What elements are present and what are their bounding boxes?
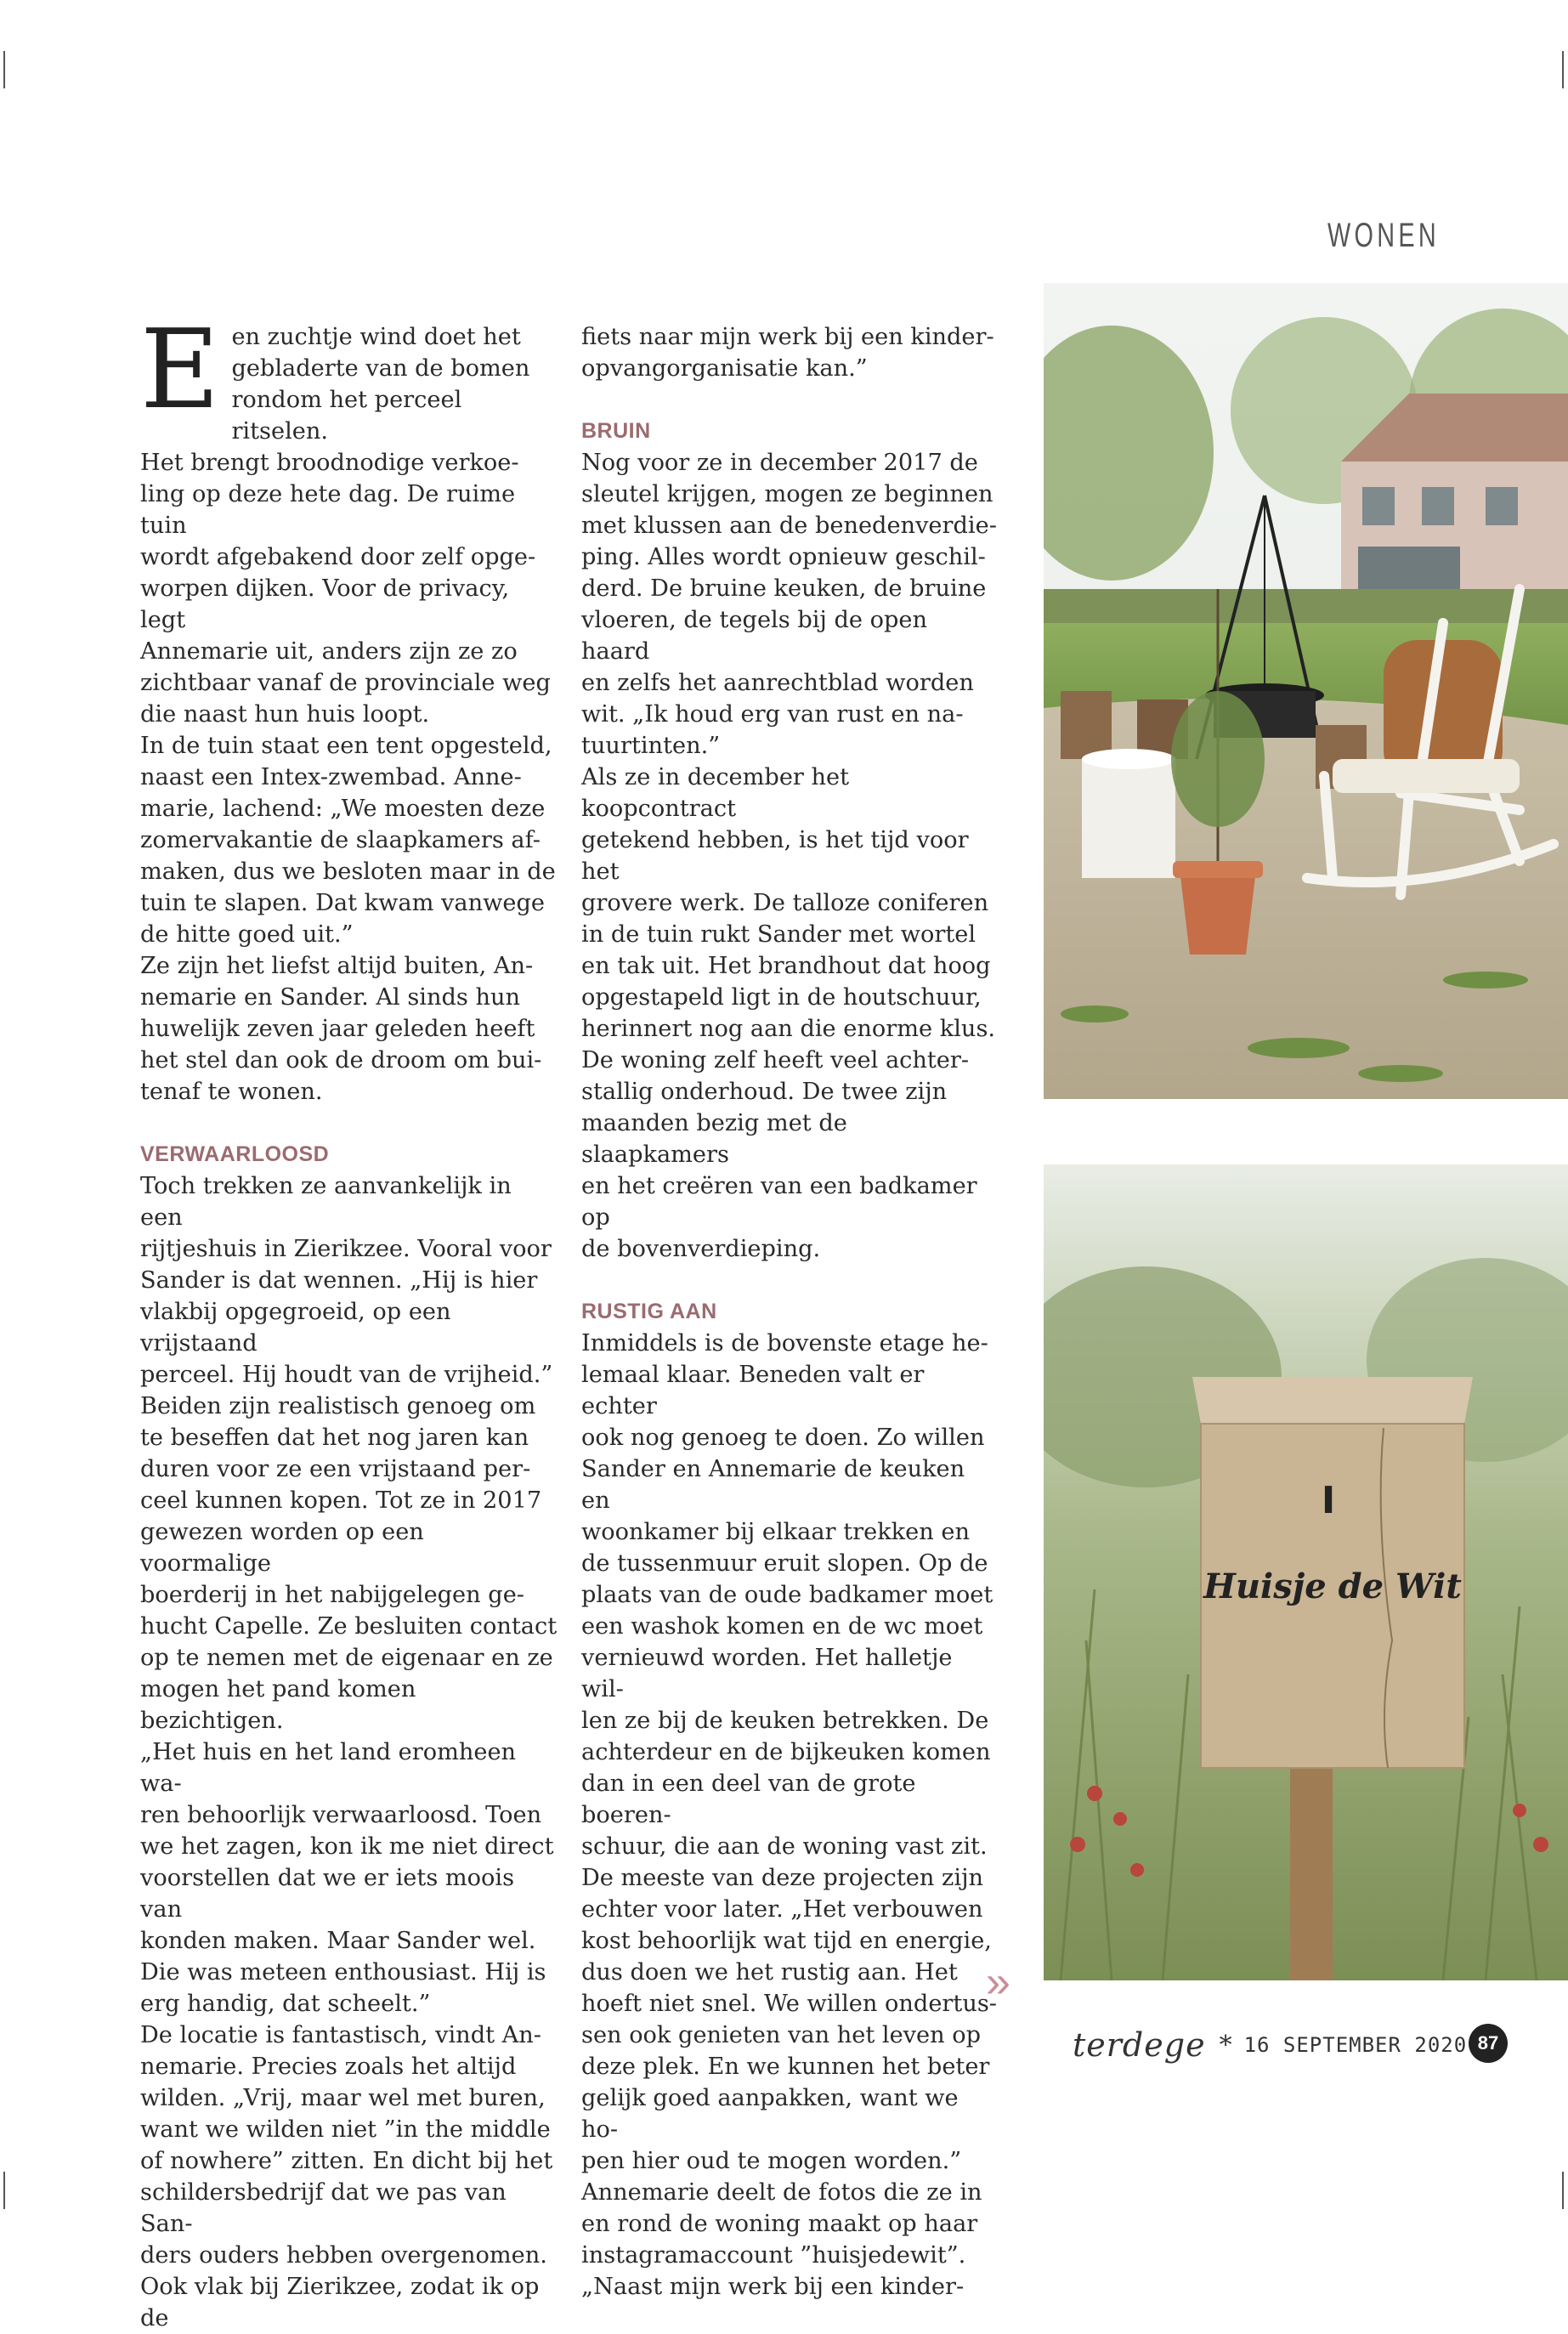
dropcap: E xyxy=(140,307,220,433)
page-number: 87 xyxy=(1469,2024,1508,2063)
article-column-2 xyxy=(581,321,999,2303)
page-footer xyxy=(1073,2021,1467,2069)
paragraph-continuation: fiets naar mijn werk bij een kinder- opvangorganisatie kan.” xyxy=(581,324,994,382)
mailbox-sign-text: Huisje de Wit xyxy=(1203,1566,1462,1606)
subheading-verwaarloosd: VERWAARLOOSD xyxy=(140,1142,330,1166)
article-column-1 xyxy=(140,307,558,2334)
paragraph-verwaarloosd: Toch trekken ze aanvankelijk in een rijtjeshuis in Zierikzee. Vooral voor Sander is dat wennen. „Hij is hier vlakbij opgegroeid, op een vrijstaand perceel. Hij houdt van de vrijheid.” Beiden zijn realistisch genoeg om te beseffen dat het nog jaren kan duren voor ze een vrijstaand per- ceel kunnen kopen. Tot ze in 2017 gewezen worden op een voormalige boerderij in het nabijgelegen ge- hucht Capelle. Ze besluiten contact op te nemen met de eigenaar en ze mogen het pand komen bezichtigen. „Het huis en het land eromheen wa- ren behoorlijk verwaarloosd. Toen we het zagen, kon ik me niet direct voorstellen dat we er iets moois van konden maken. Maar Sander wel. Die was meteen enthousiast. Hij is erg handig, dat scheelt.” De locatie is fantastisch, vindt An- nemarie. Precies zoals het altijd wilden. „Vrij, maar wel met buren, want we wilden niet ”in the middle of nowhere” zitten. En dicht bij het schildersbedrijf dat we pas van San- ders ouders hebben overgenomen. Ook vlak bij Zierikzee, zodat ik op de xyxy=(140,1173,558,2331)
crop-mark-bottom-left xyxy=(3,2172,5,2209)
paragraph-bruin: Nog voor ze in december 2017 de sleutel krijgen, mogen ze beginnen met klussen aan de benedenverdie- ping. Alles wordt opnieuw geschil- derd. De bruine keuken, de bruine vloeren, de tegels bij de open haard en zelfs het aanrechtblad worden wit. „Ik houd erg van rust en na- tuurtinten.” Als ze in december het koopcontract getekend hebben, is het tijd voor het grovere werk. De talloze coniferen in de tuin rukt Sander met wortel en tak uit. Het brandhout dat hoog opgestapeld ligt in de houtschuur, herinnert nog aan die enorme klus. De woning zelf heeft veel achter- stallig onderhoud. De twee zijn maanden bezig met de slaapkamers en het creëren van een badkamer op de bovenverdieping. xyxy=(581,450,997,1262)
crop-mark-top-right xyxy=(1562,51,1564,88)
section-label: WONEN xyxy=(1327,217,1440,254)
crop-mark-top-left xyxy=(3,51,5,88)
paragraph-intro: en zuchtje wind doet het gebladerte van de bomen rondom het perceel ritselen. Het brengt broodnodige verkoe- ling op deze hete dag. De ruime tuin wordt afgebakend door zelf opge- worpen dijken. Voor de privacy, legt Annemarie uit, anders zijn ze zo zichtbaar vanaf de provinciale weg die naast hun huis loopt. In de tuin staat een tent opgesteld, naast een Intex-zwembad. Anne- marie, lachend: „We moesten deze zomervakantie de slaapkamers af- maken, dus we besloten maar in de tuin te slapen. Dat kwam vanwege de hitte goed uit.” Ze zijn het liefst altijd buiten, An- nemarie en Sander. Al sinds hun huwelijk zeven jaar geleden heeft het stel dan ook de droom om bui- tenaf te wonen. xyxy=(140,324,556,1105)
subheading-bruin: BRUIN xyxy=(581,419,651,443)
mailbox-photo xyxy=(1044,1164,1568,1980)
paragraph-rustig-aan: Inmiddels is de bovenste etage he- lemaal klaar. Beneden valt er echter ook nog genoeg te doen. Zo willen Sander en Annemarie de keuken en woonkamer bij elkaar trekken en de tussenmuur eruit slopen. Op de plaats van de oude badkamer moet een washok komen en de wc moet vernieuwd worden. Het halletje wil- len ze bij de keuken betrekken. De achterdeur en de bijkeuken komen dan in een deel van de grote boeren- schuur, die aan de woning vast zit. De meeste van deze projecten zijn echter voor later. „Het verbouwen kost behoorlijk wat tijd en energie, dus doen we het rustig aan. Het hoeft niet snel. We willen ondertus- sen ook genieten van het leven op deze plek. En we kunnen het beter gelijk goed aanpakken, want we ho- pen hier oud te mogen worden.” Annemarie deelt de fotos die ze in en rond de woning maakt op haar instagramaccount ”huisjedewit”. „Naast mijn werk bij een kinder- xyxy=(581,1330,997,2300)
garden-photo xyxy=(1044,283,1568,1099)
mailbox-number: I xyxy=(1321,1479,1336,1522)
subheading-rustig-aan: RUSTIG AAN xyxy=(581,1300,717,1323)
crop-mark-bottom-right xyxy=(1562,2172,1564,2209)
magazine-brand: terdege xyxy=(1073,2026,1206,2064)
separator-star: * xyxy=(1219,2030,1232,2060)
continue-marker-icon: » xyxy=(986,1957,999,2007)
issue-date: 16 SEPTEMBER 2020 xyxy=(1243,2033,1468,2057)
